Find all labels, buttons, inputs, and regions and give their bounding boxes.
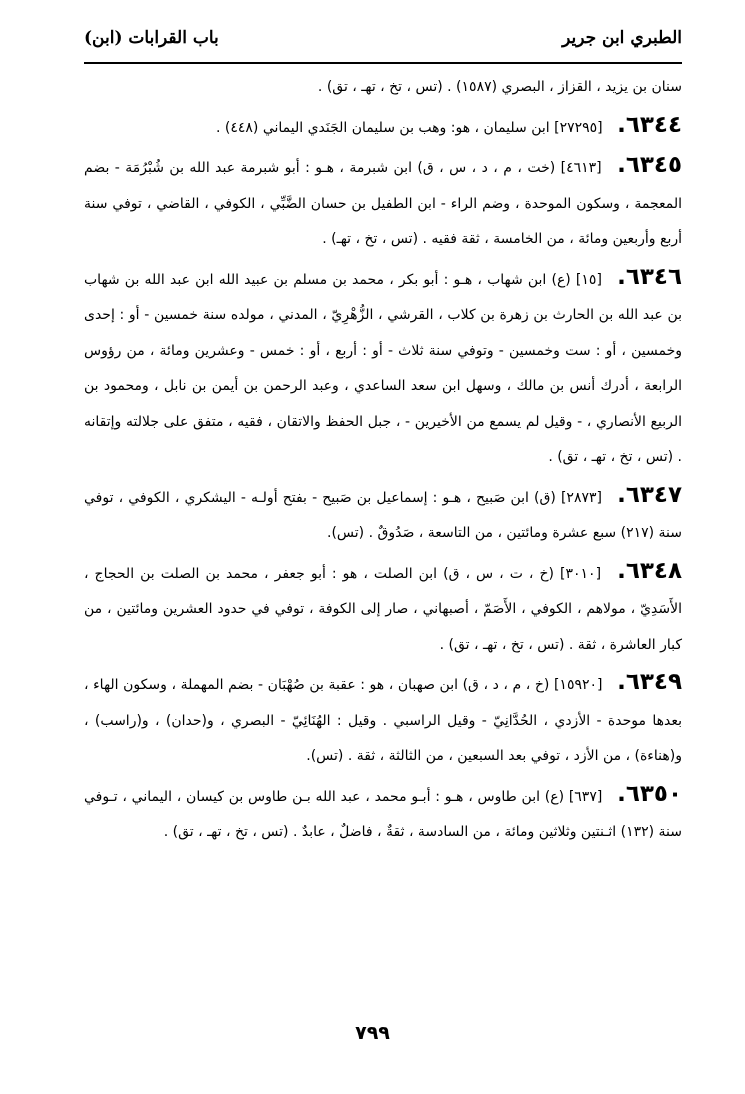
entry-continuation [84, 70, 682, 106]
page-number: ٧٩٩ [355, 1022, 390, 1044]
book-title: الطبري ابن جرير [562, 28, 682, 48]
running-header [84, 28, 682, 58]
entry-number: ٦٣٤٨. [617, 557, 682, 584]
entry-6349 [84, 665, 682, 775]
entry-text: [٢٨٧٣] (ق) ابن صَبيح ، هـو : إسماعيل بن صَبيح - بفتح أولـه - اليشكري ، الكوفي ، توفي سنة (٢١٧) سبع عشرة ومائتين ، من التاسعة ، صَدُوقٌ . (تس). [84, 489, 682, 541]
entry-text: [٤٦١٣] (خت ، م ، د ، س ، ق) ابن شبرمة ، هـو : أبو شبرمة عبد الله بن شُبْرُمَة - بضم المعجمة ، وسكون الموحدة ، وضم الراء - ابن الطفيل بن حسان الضَّبِّي ، الكوفي ، القاضي ، توفي سنة أربع وأربعين ومائة ، من الخامسة ، ثقة فقيه . (تس ، تخ ، تهـ) . [84, 160, 682, 247]
entries-list [84, 70, 682, 851]
entry-6344 [84, 108, 682, 147]
entry-number: ٦٣٤٧. [617, 481, 682, 508]
entry-6346 [84, 260, 682, 476]
entry-text: سنان بن يزيد ، القزاز ، البصري (١٥٨٧) . (تس ، تخ ، تهـ ، تق) . [317, 79, 682, 95]
entry-6347 [84, 478, 682, 552]
entry-number: ٦٣٤٦. [617, 263, 682, 290]
header-divider [84, 62, 682, 64]
entry-number: ٦٣٥٠. [617, 780, 682, 807]
entry-number: ٦٣٤٥. [617, 152, 682, 178]
entry-text: [١٥] (ع) ابن شهاب ، هـو : أبو بكر ، محمد بن مسلم بن عبيد الله ابن عبد الله بن شهاب بن عبد الله بن الحارث بن زهرة بن كلاب ، القرشي ، الزُّهْرِيّ ، المدني ، مولده سنة خمسين - أو : إحدى وخمسين ، أو : ست وخمسين - وتوفي سنة ثلاث - أو : أربع ، أو : خمس - وعشرين ومائة ، من رؤوس الرابعة ، أدرك أنس بن مالك ، وسهل ابن سعد الساعدي ، وعبد الرحمن بن أيمن بن نابل ، ومحمود بن الربيع الأنصاري ، - وقيل لم يسمع من الأخيرين - ، جبل الحفظ والاتقان ، فقيه ، متفق على جلالته وإتقانه . (تس ، تخ ، تهـ ، تق) . [84, 271, 682, 465]
entry-text: [١٥٩٢٠] (خ ، م ، د ، ق) ابن صهبان ، هو : عقبة بن صُهْبَان - بضم المهملة ، وسكون الهاء ، بعدها موحدة - الأزدي ، الحُدَّانِيّ - وقيل الراسبي . وقيل : الهُنَائِيّ - البصري ، و(حدان) ، و(راسب) ، و(هناءة) ، من الأزد ، توفي بعد السبعين ، من الثالثة ، ثقة . (تس). [84, 677, 682, 764]
entry-6348 [84, 554, 682, 664]
entry-6345 [84, 148, 682, 258]
entry-number: ٦٣٤٩. [617, 669, 682, 695]
entry-6350 [84, 777, 682, 851]
entry-number: ٦٣٤٤. [617, 111, 682, 138]
chapter-title: باب القرابات (ابن) [84, 28, 219, 48]
entry-text: [٢٧٢٩٥] ابن سليمان ، هو: وهب بن سليمان الجَنَدي اليماني (٤٤٨) . [215, 119, 603, 136]
entry-text: [٦٣٧] (ع) ابن طاوس ، هـو : أبـو محمد ، عبد الله بـن طاوس بن كيسان ، اليماني ، تـوفي سنة (١٣٢) اثـنتين وثلاثين ومائة ، من السادسة ، ثقةٌ ، فاضلٌ ، عابدٌ . (تس ، تخ ، تهـ ، تق) . [84, 788, 682, 840]
entry-text: [٣٠١٠] (خ ، ت ، س ، ق) ابن الصلت ، هو : أبو جعفر ، محمد بن الصلت بن الحجاج ، الأَسَدِيّ ، مولاهم ، الكوفي ، الأَصَمّ ، أصبهاني ، صار إلى الكوفة ، توفي في حدود العشرين ومائتين ، من كبار العاشرة ، ثقة . (تس ، تخ ، تهـ ، تق) . [84, 565, 682, 653]
